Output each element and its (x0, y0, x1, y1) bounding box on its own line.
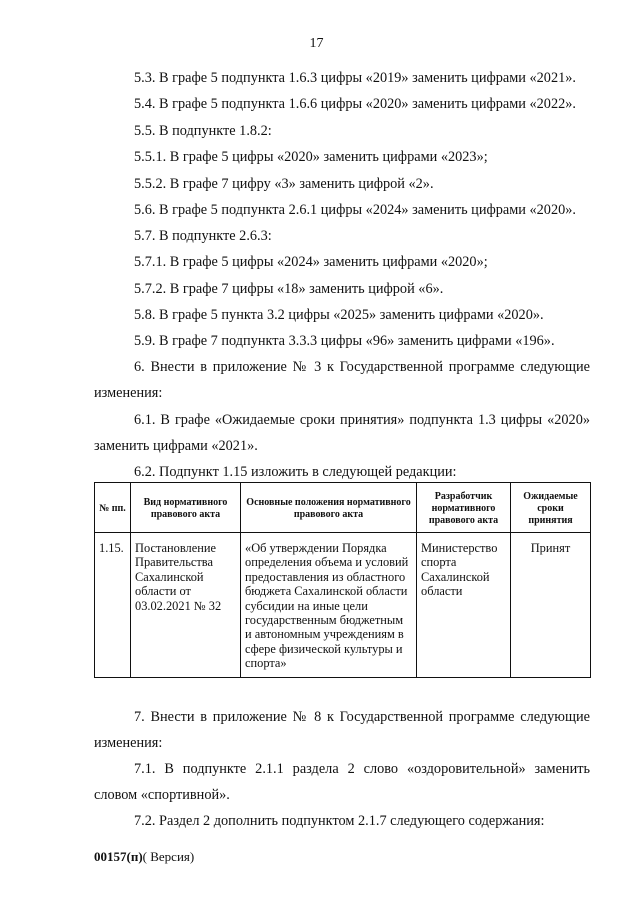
cell-num: 1.15. (95, 533, 131, 678)
item-6-1-line-1: 6.1. В графе «Ожидаемые сроки принятия» подпункта 1.3 цифры «2020» (134, 412, 590, 428)
amendment-5-5-2: 5.5.2. В графе 7 цифру «3» заменить цифрой «2». (134, 176, 434, 192)
amendment-5-7-2: 5.7.2. В графе 7 цифры «18» заменить цифрой «6». (134, 281, 444, 297)
item-7-1-line-2: словом «спортивной». (94, 787, 230, 803)
header-expected-dates: Ожидаемые сроки принятия (511, 483, 591, 533)
amendment-5-4: 5.4. В графе 5 подпункта 1.6.6 цифры «2020» заменить цифрами «2022». (134, 96, 576, 112)
amendment-5-5: 5.5. В подпункте 1.8.2: (134, 123, 272, 139)
amendment-5-6: 5.6. В графе 5 подпункта 2.6.1 цифры «2024» заменить цифрами «2020». (134, 202, 576, 218)
item-7-2: 7.2. Раздел 2 дополнить подпунктом 2.1.7 следующего содержания: (134, 813, 545, 829)
cell-expected-status: Принят (511, 533, 591, 678)
amendment-5-8: 5.8. В графе 5 пункта 3.2 цифры «2025» заменить цифрами «2020». (134, 307, 544, 323)
item-6-1-line-2: заменить цифрами «2021». (94, 438, 258, 454)
amendment-5-9: 5.9. В графе 7 подпункта 3.3.3 цифры «96» заменить цифрами «196». (134, 333, 555, 349)
amendment-5-5-1: 5.5.1. В графе 5 цифры «2020» заменить цифрами «2023»; (134, 149, 488, 165)
item-6-2: 6.2. Подпункт 1.15 изложить в следующей редакции: (134, 464, 457, 480)
item-6-line-2: изменения: (94, 385, 163, 401)
item-7-line-1: 7. Внести в приложение № 8 к Государственной программе следующие (134, 709, 590, 725)
legal-acts-table (94, 482, 591, 678)
amendment-5-7-1: 5.7.1. В графе 5 цифры «2024» заменить цифрами «2020»; (134, 254, 488, 270)
page-number: 17 (309, 36, 324, 51)
header-act-type: Вид нормативного правового акта (131, 483, 241, 533)
cell-act-type: Постановление Правительства Сахалинской области от 03.02.2021 № 32 (131, 533, 241, 678)
amendment-5-7: 5.7. В подпункте 2.6.3: (134, 228, 272, 244)
item-6-line-1: 6. Внести в приложение № 3 к Государственной программе следующие (134, 359, 590, 375)
table-header-row (95, 483, 591, 533)
document-version: ( Версия) (142, 849, 195, 864)
amendment-5-3: 5.3. В графе 5 подпункта 1.6.3 цифры «2019» заменить цифрами «2021». (134, 70, 576, 86)
header-num: № пп. (95, 483, 131, 533)
item-7-line-2: изменения: (94, 735, 163, 751)
document-code: 00157(п) (94, 849, 143, 864)
cell-provisions: «Об утверждении Порядка определения объема и условий предоставления из областного бюджета Сахалинской области субсидии на иные цели государственным бюджетным и автономным учреждениям в сфере физической культуры и спорта» (241, 533, 417, 678)
document-footer (94, 849, 194, 865)
cell-developer: Министерство спорта Сахалинской области (417, 533, 511, 678)
item-7-1-line-1: 7.1. В подпункте 2.1.1 раздела 2 слово «оздоровительной» заменить (134, 761, 590, 777)
table-row (95, 533, 591, 678)
header-developer: Разработчик нормативного правового акта (417, 483, 511, 533)
header-provisions: Основные положения нормативного правового акта (241, 483, 417, 533)
